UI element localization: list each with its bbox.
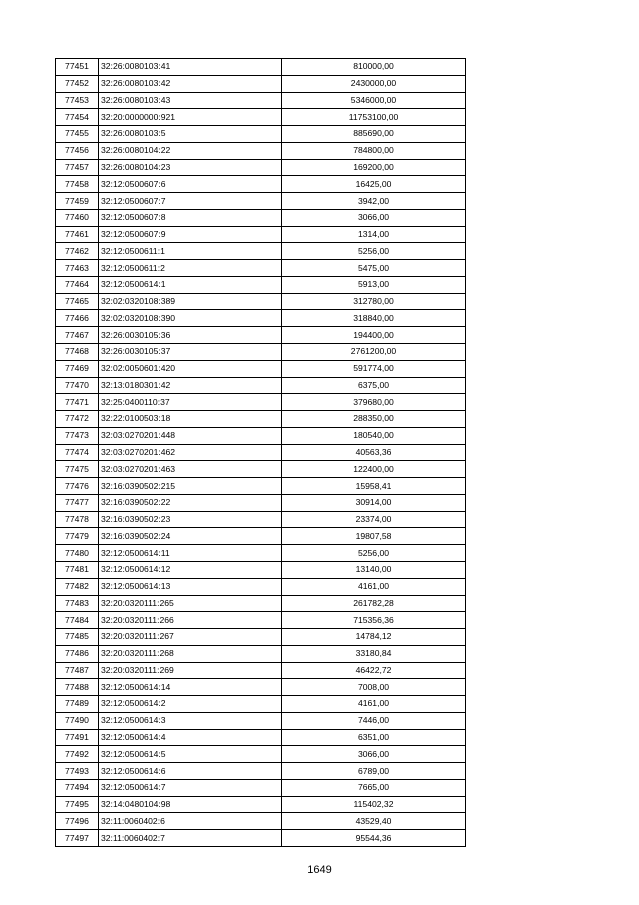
table-row: [56, 578, 466, 595]
cadastral-number: 32:26:0080104:23: [99, 159, 282, 176]
table-row: [56, 712, 466, 729]
cadastral-number: 32:12:0500607:7: [99, 193, 282, 210]
cadastral-value: 180540,00: [282, 427, 466, 444]
cadastral-value: 3066,00: [282, 746, 466, 763]
cadastral-number: 32:12:0500614:13: [99, 578, 282, 595]
cadastral-value: 288350,00: [282, 411, 466, 428]
cadastral-value: 5913,00: [282, 276, 466, 293]
row-number: 77474: [56, 444, 99, 461]
cadastral-value: 312780,00: [282, 293, 466, 310]
row-number: 77483: [56, 595, 99, 612]
cadastral-number: 32:12:0500607:9: [99, 226, 282, 243]
row-number: 77492: [56, 746, 99, 763]
row-number: 77467: [56, 327, 99, 344]
cadastral-value: 13140,00: [282, 561, 466, 578]
table-row: [56, 126, 466, 143]
row-number: 77468: [56, 344, 99, 361]
cadastral-number: 32:12:0500614:14: [99, 679, 282, 696]
row-number: 77497: [56, 830, 99, 847]
table-row: [56, 478, 466, 495]
cadastral-value: 591774,00: [282, 360, 466, 377]
row-number: 77473: [56, 427, 99, 444]
table-row: [56, 377, 466, 394]
cadastral-number: 32:03:0270201:448: [99, 427, 282, 444]
data-table: [55, 58, 466, 847]
cadastral-value: 261782,28: [282, 595, 466, 612]
row-number: 77465: [56, 293, 99, 310]
cadastral-number: 32:26:0080103:41: [99, 59, 282, 76]
cadastral-value: 810000,00: [282, 59, 466, 76]
cadastral-value: 169200,00: [282, 159, 466, 176]
row-number: 77477: [56, 494, 99, 511]
cadastral-value: 4161,00: [282, 696, 466, 713]
cadastral-number: 32:20:0320111:265: [99, 595, 282, 612]
cadastral-value: 6375,00: [282, 377, 466, 394]
cadastral-number: 32:11:0060402:6: [99, 813, 282, 830]
cadastral-number: 32:11:0060402:7: [99, 830, 282, 847]
table-row: [56, 243, 466, 260]
table-row: [56, 260, 466, 277]
table-row: [56, 494, 466, 511]
row-number: 77491: [56, 729, 99, 746]
cadastral-value: 33180,84: [282, 645, 466, 662]
cadastral-value: 885690,00: [282, 126, 466, 143]
row-number: 77494: [56, 779, 99, 796]
table-row: [56, 360, 466, 377]
table-row: [56, 595, 466, 612]
cadastral-number: 32:20:0320111:267: [99, 629, 282, 646]
row-number: 77454: [56, 109, 99, 126]
table-row: [56, 193, 466, 210]
row-number: 77466: [56, 310, 99, 327]
cadastral-number: 32:26:0080104:22: [99, 142, 282, 159]
cadastral-value: 16425,00: [282, 176, 466, 193]
table-row: [56, 830, 466, 847]
table-row: [56, 528, 466, 545]
row-number: 77478: [56, 511, 99, 528]
cadastral-value: 5256,00: [282, 545, 466, 562]
cadastral-number: 32:26:0080103:42: [99, 75, 282, 92]
cadastral-value: 43529,40: [282, 813, 466, 830]
table-row: [56, 779, 466, 796]
row-number: 77452: [56, 75, 99, 92]
table-row: [56, 109, 466, 126]
row-number: 77451: [56, 59, 99, 76]
table-row: [56, 276, 466, 293]
cadastral-number: 32:25:0400110:37: [99, 394, 282, 411]
cadastral-value: 6351,00: [282, 729, 466, 746]
cadastral-value: 15958,41: [282, 478, 466, 495]
cadastral-number: 32:26:0080103:43: [99, 92, 282, 109]
row-number: 77484: [56, 612, 99, 629]
cadastral-number: 32:12:0500611:1: [99, 243, 282, 260]
cadastral-number: 32:12:0500611:2: [99, 260, 282, 277]
row-number: 77456: [56, 142, 99, 159]
cadastral-number: 32:20:0000000:921: [99, 109, 282, 126]
cadastral-value: 4161,00: [282, 578, 466, 595]
row-number: 77488: [56, 679, 99, 696]
cadastral-number: 32:03:0270201:463: [99, 461, 282, 478]
table-row: [56, 662, 466, 679]
row-number: 77481: [56, 561, 99, 578]
cadastral-value: 194400,00: [282, 327, 466, 344]
row-number: 77496: [56, 813, 99, 830]
row-number: 77471: [56, 394, 99, 411]
cadastral-number: 32:13:0180301:42: [99, 377, 282, 394]
cadastral-value: 7446,00: [282, 712, 466, 729]
cadastral-value: 5475,00: [282, 260, 466, 277]
cadastral-value: 95544,36: [282, 830, 466, 847]
row-number: 77453: [56, 92, 99, 109]
cadastral-number: 32:12:0500607:8: [99, 209, 282, 226]
cadastral-value: 1314,00: [282, 226, 466, 243]
cadastral-number: 32:26:0030105:36: [99, 327, 282, 344]
table-row: [56, 92, 466, 109]
table-row: [56, 729, 466, 746]
table-row: [56, 645, 466, 662]
cadastral-number: 32:20:0320111:268: [99, 645, 282, 662]
table-row: [56, 176, 466, 193]
row-number: 77469: [56, 360, 99, 377]
row-number: 77455: [56, 126, 99, 143]
cadastral-number: 32:12:0500614:6: [99, 763, 282, 780]
row-number: 77480: [56, 545, 99, 562]
cadastral-value: 6789,00: [282, 763, 466, 780]
table-row: [56, 75, 466, 92]
table-row: [56, 427, 466, 444]
cadastral-value: 14784,12: [282, 629, 466, 646]
table-row: [56, 461, 466, 478]
cadastral-value: 784800,00: [282, 142, 466, 159]
cadastral-value: 2430000,00: [282, 75, 466, 92]
row-number: 77486: [56, 645, 99, 662]
cadastral-value: 3942,00: [282, 193, 466, 210]
table-body: [56, 59, 466, 847]
cadastral-value: 11753100,00: [282, 109, 466, 126]
table-row: [56, 561, 466, 578]
cadastral-number: 32:26:0080103:5: [99, 126, 282, 143]
table-row: [56, 796, 466, 813]
cadastral-value: 40563,36: [282, 444, 466, 461]
table-row: [56, 545, 466, 562]
cadastral-number: 32:12:0500614:3: [99, 712, 282, 729]
row-number: 77470: [56, 377, 99, 394]
table-row: [56, 696, 466, 713]
row-number: 77457: [56, 159, 99, 176]
table-row: [56, 327, 466, 344]
row-number: 77459: [56, 193, 99, 210]
table-row: [56, 813, 466, 830]
cadastral-value: 3066,00: [282, 209, 466, 226]
row-number: 77493: [56, 763, 99, 780]
row-number: 77487: [56, 662, 99, 679]
cadastral-number: 32:22:0100503:18: [99, 411, 282, 428]
cadastral-value: 46422,72: [282, 662, 466, 679]
cadastral-number: 32:16:0390502:24: [99, 528, 282, 545]
table-row: [56, 444, 466, 461]
row-number: 77460: [56, 209, 99, 226]
row-number: 77490: [56, 712, 99, 729]
table-row: [56, 293, 466, 310]
row-number: 77462: [56, 243, 99, 260]
cadastral-number: 32:02:0320108:390: [99, 310, 282, 327]
cadastral-number: 32:12:0500614:2: [99, 696, 282, 713]
cadastral-number: 32:16:0390502:215: [99, 478, 282, 495]
table-row: [56, 411, 466, 428]
cadastral-number: 32:12:0500607:6: [99, 176, 282, 193]
cadastral-value: 5256,00: [282, 243, 466, 260]
cadastral-value: 5346000,00: [282, 92, 466, 109]
table-row: [56, 679, 466, 696]
page-number: 1649: [307, 864, 332, 876]
cadastral-value: 30914,00: [282, 494, 466, 511]
cadastral-number: 32:02:0320108:389: [99, 293, 282, 310]
cadastral-value: 122400,00: [282, 461, 466, 478]
cadastral-value: 7665,00: [282, 779, 466, 796]
cadastral-number: 32:20:0320111:269: [99, 662, 282, 679]
cadastral-value: 7008,00: [282, 679, 466, 696]
cadastral-value: 23374,00: [282, 511, 466, 528]
table-row: [56, 746, 466, 763]
cadastral-number: 32:12:0500614:1: [99, 276, 282, 293]
cadastral-number: 32:02:0050601:420: [99, 360, 282, 377]
table-row: [56, 763, 466, 780]
cadastral-number: 32:20:0320111:266: [99, 612, 282, 629]
cadastral-value: 379680,00: [282, 394, 466, 411]
row-number: 77464: [56, 276, 99, 293]
row-number: 77482: [56, 578, 99, 595]
row-number: 77476: [56, 478, 99, 495]
cadastral-number: 32:12:0500614:4: [99, 729, 282, 746]
cadastral-number: 32:12:0500614:5: [99, 746, 282, 763]
table-row: [56, 142, 466, 159]
row-number: 77458: [56, 176, 99, 193]
cadastral-number: 32:12:0500614:12: [99, 561, 282, 578]
table-row: [56, 394, 466, 411]
cadastral-number: 32:26:0030105:37: [99, 344, 282, 361]
cadastral-value: 715356,36: [282, 612, 466, 629]
cadastral-value: 115402,32: [282, 796, 466, 813]
cadastral-value: 19807,58: [282, 528, 466, 545]
row-number: 77485: [56, 629, 99, 646]
table-row: [56, 226, 466, 243]
table-row: [56, 629, 466, 646]
table-row: [56, 209, 466, 226]
table-row: [56, 59, 466, 76]
row-number: 77463: [56, 260, 99, 277]
cadastral-number: 32:03:0270201:462: [99, 444, 282, 461]
cadastral-number: 32:16:0390502:22: [99, 494, 282, 511]
table-row: [56, 159, 466, 176]
row-number: 77479: [56, 528, 99, 545]
row-number: 77461: [56, 226, 99, 243]
table-row: [56, 612, 466, 629]
table-row: [56, 511, 466, 528]
cadastral-number: 32:12:0500614:7: [99, 779, 282, 796]
cadastral-value: 318840,00: [282, 310, 466, 327]
cadastral-value: 2761200,00: [282, 344, 466, 361]
table-row: [56, 310, 466, 327]
row-number: 77489: [56, 696, 99, 713]
row-number: 77475: [56, 461, 99, 478]
row-number: 77472: [56, 411, 99, 428]
cadastral-number: 32:14:0480104:98: [99, 796, 282, 813]
table-row: [56, 344, 466, 361]
row-number: 77495: [56, 796, 99, 813]
cadastral-number: 32:12:0500614:11: [99, 545, 282, 562]
cadastral-number: 32:16:0390502:23: [99, 511, 282, 528]
